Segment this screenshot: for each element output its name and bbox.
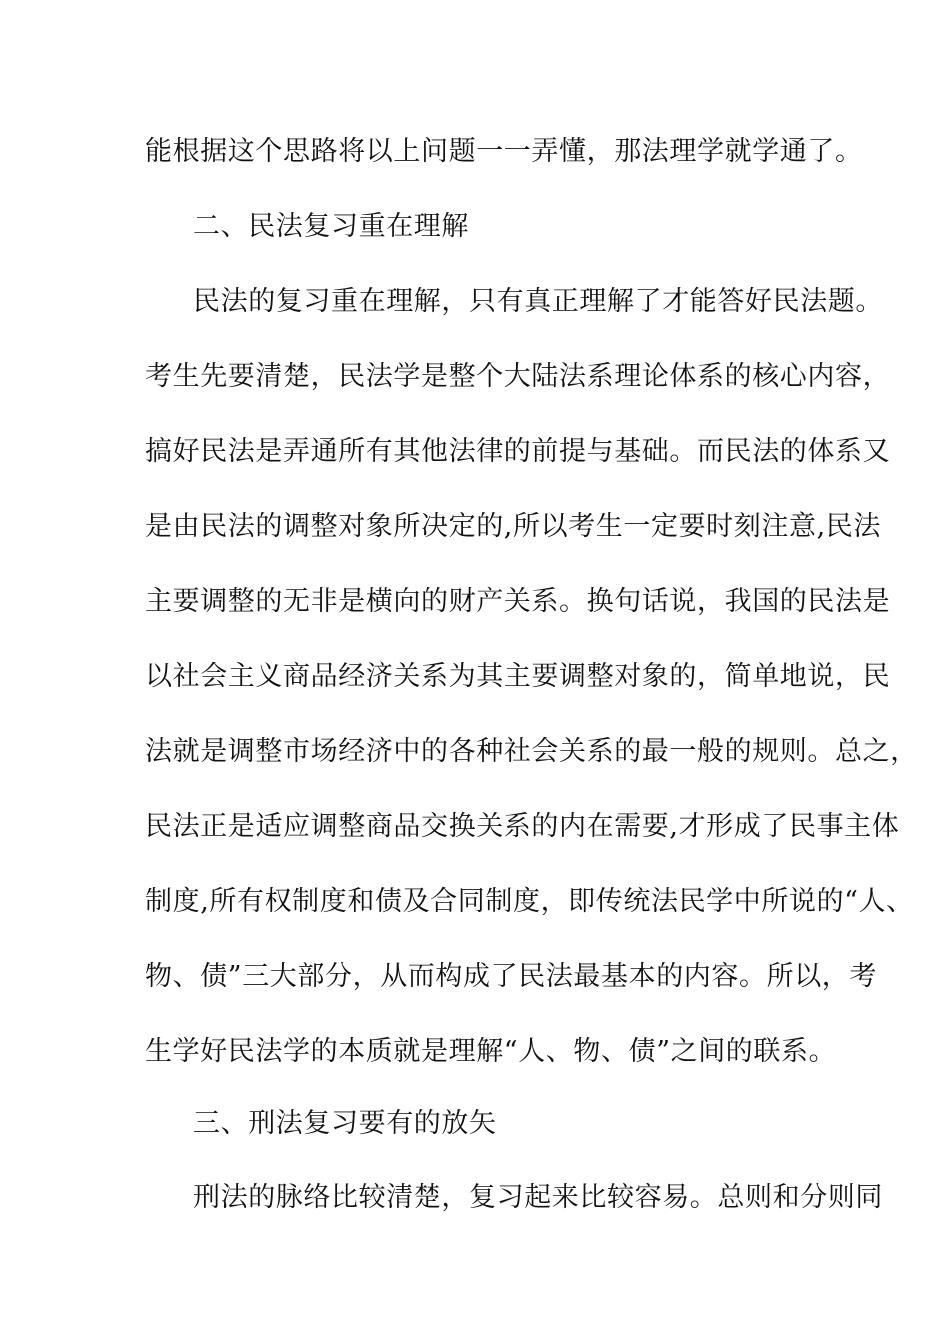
paragraph-line: 是由民法的调整对象所决定的,所以考生一定要时刻注意,民法: [145, 511, 881, 542]
paragraph-line: 考生先要清楚，民法学是整个大陆法系理论体系的核心内容，: [145, 361, 891, 392]
paragraph-line: 制度,所有权制度和债及合同制度，即传统法民学中所说的“人、: [145, 886, 914, 917]
paragraph-line: 生学好民法学的本质就是理解“人、物、债”之间的联系。: [145, 1036, 837, 1067]
paragraph-line: 民法正是适应调整商品交换关系的内在需要,才形成了民事主体: [145, 811, 900, 842]
paragraph-line: 法就是调整市场经济中的各种社会关系的最一般的规则。总之，: [145, 736, 918, 767]
paragraph-line: 搞好民法是弄通所有其他法律的前提与基础。而民法的体系又: [145, 436, 891, 467]
paragraph-line: 刑法的脉络比较清楚，复习起来比较容易。总则和分则同: [193, 1182, 883, 1213]
paragraph-line: 物、债”三大部分，从而构成了民法最基本的内容。所以，考: [145, 961, 878, 992]
paragraph-line: 以社会主义商品经济关系为其主要调整对象的，简单地说，民: [145, 661, 891, 692]
text-line: 能根据这个思路将以上问题一一弄懂，那法理学就学通了。: [145, 136, 863, 167]
paragraph-line: 民法的复习重在理解，只有真正理解了才能答好民法题。: [193, 286, 883, 317]
section-heading: 二、民法复习重在理解: [193, 211, 469, 242]
section-heading: 三、刑法复习要有的放矢: [193, 1108, 497, 1139]
paragraph-line: 主要调整的无非是横向的财产关系。换句话说，我国的民法是: [145, 586, 891, 617]
